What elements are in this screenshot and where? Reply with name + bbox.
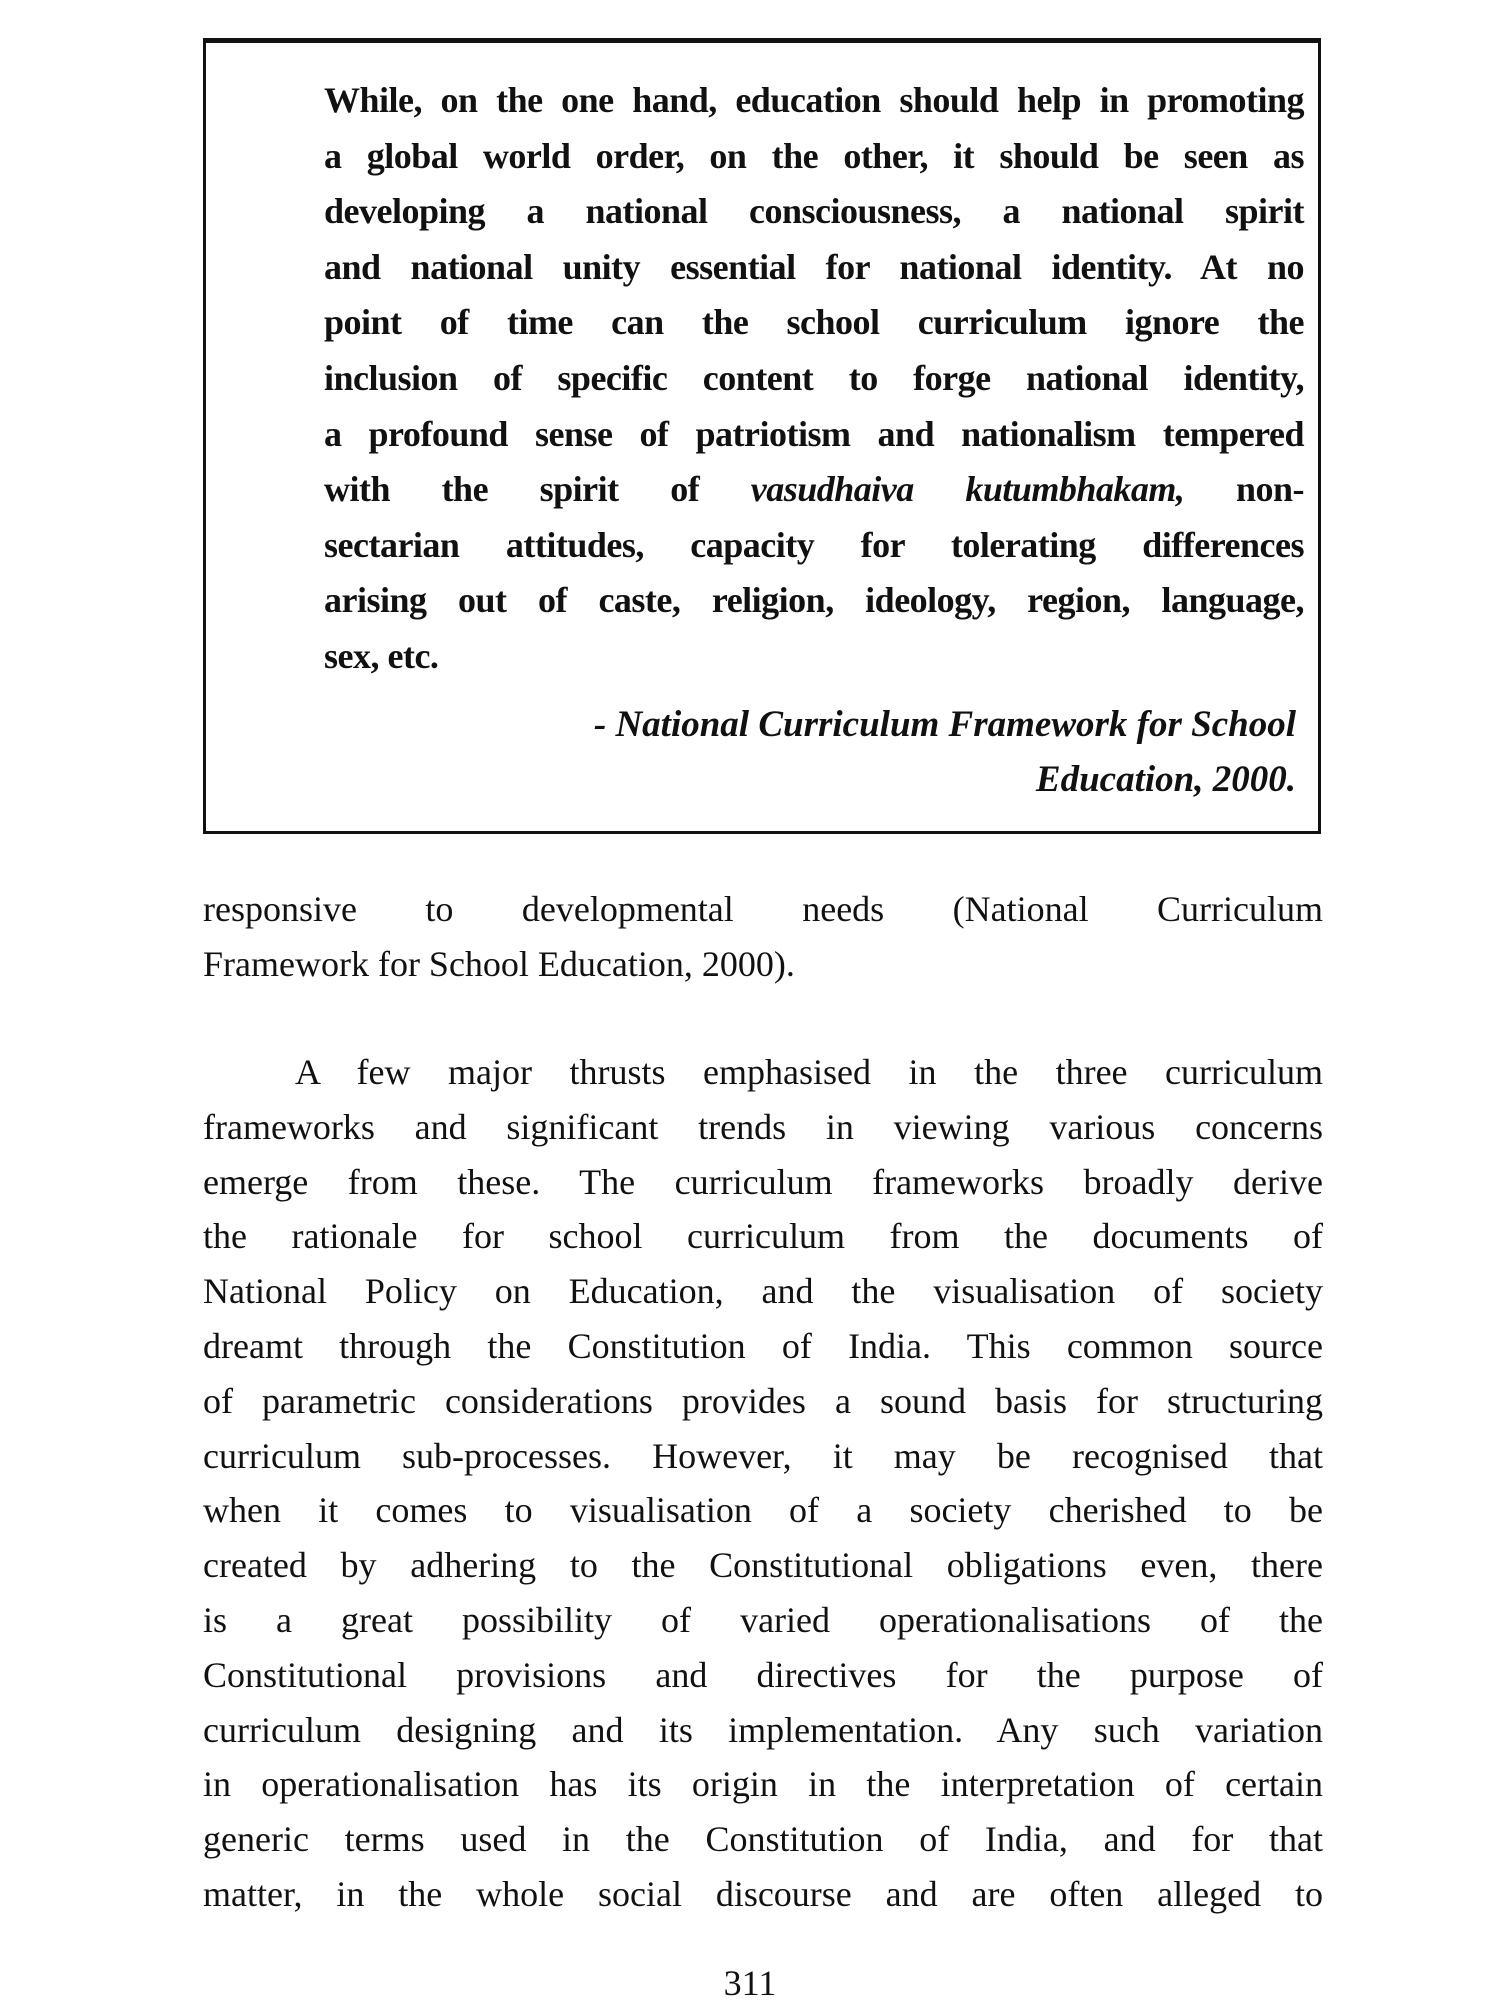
body-line: Framework for School Education, 2000).	[203, 943, 795, 984]
page-number: 311	[723, 1963, 777, 2003]
body-line: generic terms used in the Constitution of India, and for that	[203, 1819, 1323, 1860]
body-line: Constitutional provisions and directives for the purpose of	[203, 1654, 1323, 1695]
body-line: matter, in the whole social discourse and are often alleged to	[203, 1873, 1323, 1914]
quote-line: developing a national consciousness, a national spirit	[324, 191, 1304, 232]
quote-line: a global world order, on the other, it should be seen as	[324, 135, 1304, 176]
quote-line: sex, etc.	[324, 635, 439, 676]
body-line: curriculum designing and its implementation. Any such variation	[203, 1709, 1323, 1750]
quote-line	[324, 462, 1304, 518]
body-line: is a great possibility of varied operationalisations of the	[203, 1599, 1323, 1640]
body-line: created by adhering to the Constitutional obligations even, there	[203, 1545, 1323, 1586]
body-line: A few major thrusts emphasised in the three curriculum	[295, 1052, 1323, 1092]
quote-box	[203, 38, 1321, 834]
paragraph-2	[203, 1045, 1323, 1922]
quote-text	[324, 73, 1304, 685]
body-line: of parametric considerations provides a sound basis for structuring	[203, 1380, 1323, 1421]
body-line: in operationalisation has its origin in the interpretation of certain	[203, 1764, 1323, 1805]
quote-line: arising out of caste, religion, ideology, region, language,	[324, 580, 1304, 621]
paragraph-1	[203, 882, 1323, 992]
quote-italic-term: vasudhaiva kutumbhakam,	[750, 469, 1185, 510]
quote-line: a profound sense of patriotism and nationalism tempered	[324, 413, 1304, 454]
quote-fragment: non-	[1184, 469, 1304, 510]
body-line: dreamt through the Constitution of India. This common source	[203, 1325, 1323, 1366]
quote-line: and national unity essential for national identity. At no	[324, 246, 1304, 287]
body-line: responsive to developmental needs (National Curriculum	[203, 889, 1323, 929]
attribution-line: - National Curriculum Framework for School	[593, 704, 1296, 745]
body-line: the rationale for school curriculum from the documents of	[203, 1216, 1323, 1257]
quote-line: sectarian attitudes, capacity for tolerating differences	[324, 524, 1304, 565]
body-line: when it comes to visualisation of a society cherished to be	[203, 1490, 1323, 1531]
attribution-line: Education, 2000.	[1035, 759, 1296, 800]
quote-line: inclusion of specific content to forge national identity,	[324, 357, 1304, 398]
quote-fragment: with the spirit of	[324, 469, 751, 510]
quote-line: point of time can the school curriculum ignore the	[324, 302, 1304, 343]
quote-attribution	[396, 697, 1296, 807]
body-line: curriculum sub-processes. However, it may be recognised that	[203, 1435, 1323, 1476]
body-line: emerge from these. The curriculum frameworks broadly derive	[203, 1161, 1323, 1202]
quote-line: While, on the one hand, education should help in promoting	[324, 80, 1304, 120]
body-line: frameworks and significant trends in viewing various concerns	[203, 1106, 1323, 1147]
body-line: National Policy on Education, and the visualisation of society	[203, 1271, 1323, 1312]
